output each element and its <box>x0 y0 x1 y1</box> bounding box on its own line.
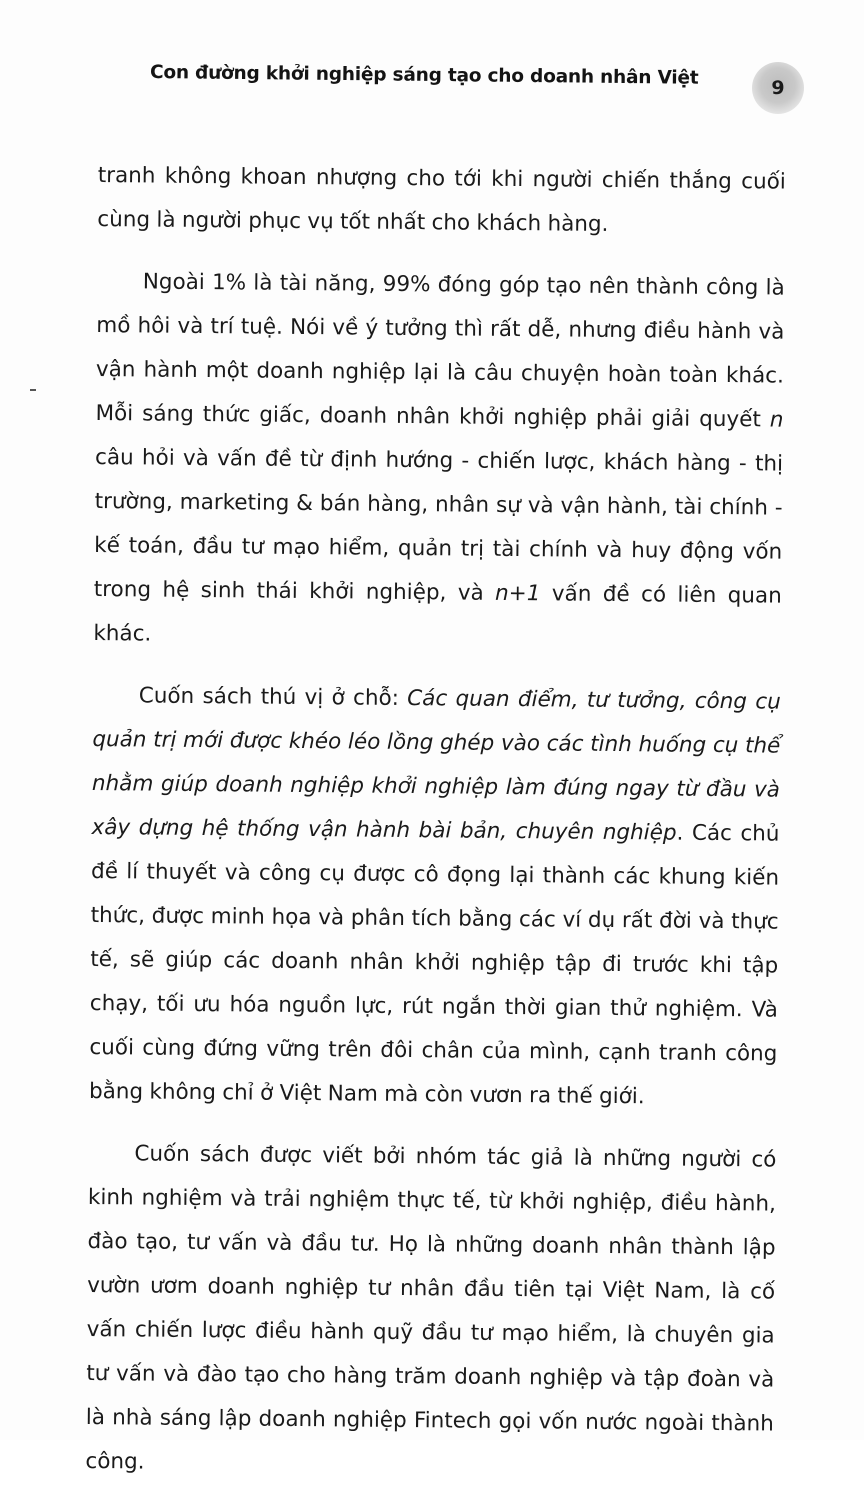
running-title: Con đường khởi nghiệp sáng tạo cho doanh nhân Việt <box>149 62 699 89</box>
scan-speck <box>30 389 36 391</box>
body-text <box>85 154 786 1491</box>
page-number-badge: 9 <box>752 62 804 114</box>
page-header <box>149 56 816 116</box>
paragraph-text: câu hỏi và vấn đề từ định hướng - chiến lược, khách hàng - thị trường, marketing & bán hàng, nhân sự và vận hành, tài chính - kế toán, đầu tư mạo hiểm, quản trị tài chính và huy động vốn trong hệ sinh thái khởi nghiệp, và <box>93 444 784 606</box>
paragraph-continuation: tranh không khoan nhượng cho tới khi người chiến thắng cuối cùng là người phục vụ tốt nhất cho khách hàng. <box>97 162 786 237</box>
paragraph-effort <box>93 260 785 663</box>
paragraph-text: Ngoài 1% là tài năng, 99% đóng góp tạo nên thành công là mồ hôi và trí tuệ. Nói về ý tưởng thì rất dễ, nhưng điều hành và vận hành một doanh nghiệp lại là câu chuyện hoàn toàn khác. Mỗi sáng thức giấc, doanh nhân khởi nghiệp phải giải quyết <box>95 269 785 433</box>
italic-variable: n <box>769 407 784 433</box>
paragraph-text: . Các chủ đề lí thuyết và công cụ được cô đọng lại thành các khung kiến thức, được minh họa và phân tích bằng các ví dụ rất đời và thực tế, sẽ giúp các doanh nhân khởi nghiệp tập đi trước khi tập chạy, tối ưu hóa nguồn lực, rút ngắn thời gian thử nghiệm. Và cuối cùng đứng vững trên đôi chân của mình, cạnh tranh công bằng không chỉ ở Việt Nam mà còn vươn ra thế giới. <box>88 820 780 1110</box>
italic-variable: n+1 <box>494 580 541 607</box>
italic-emphasis: Các quan điểm, tư tưởng, công cụ quản trị mới được khéo léo lồng ghép vào các tình huống cụ thể nhằm giúp doanh nghiệp khởi nghiệp làm đúng ngay từ đầu và xây dựng hệ thống vận hành bài bản, chuyên nghiệp <box>91 685 781 846</box>
paragraph-text: vấn đề có liên quan khác. <box>93 581 782 647</box>
paragraph-lead: Cuốn sách thú vị ở chỗ: <box>138 683 408 711</box>
paragraph-book-interest <box>89 674 781 1121</box>
paragraph-authors: Cuốn sách được viết bởi nhóm tác giả là những người có kinh nghiệm và trải nghiệm thực tế, từ khởi nghiệp, điều hành, đào tạo, tư vấn và đầu tư. Họ là những doanh nhân thành lập vườn ươm doanh nghiệp tư nhân đầu tiên tại Việt Nam, là cố vấn chiến lược điều hành quỹ đầu tư mạo hiểm, là chuyên gia tư vấn và đào tạo cho hàng trăm doanh nghiệp và tập đoàn và là nhà sáng lập doanh nghiệp Fintech gọi vốn nước ngoài thành công. <box>85 1141 777 1475</box>
